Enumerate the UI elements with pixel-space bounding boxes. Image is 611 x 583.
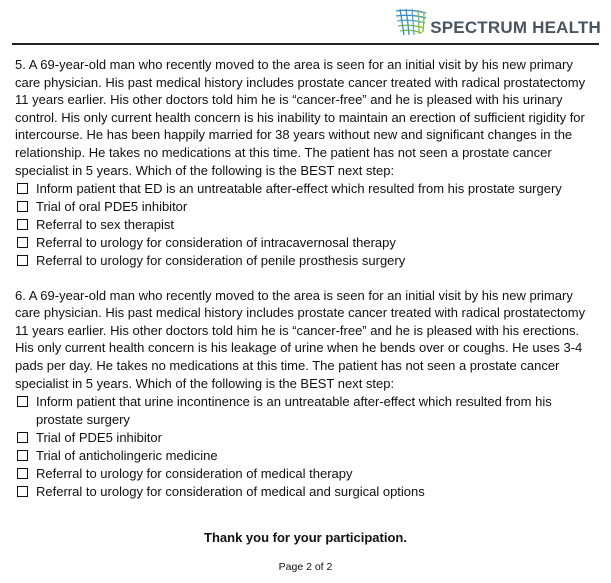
answer-label: Referral to urology for consideration of medical and surgical options [36, 483, 425, 499]
answer-label: Referral to sex therapist [36, 217, 175, 233]
page-header [0, 0, 611, 46]
answer-option[interactable] [15, 393, 589, 428]
checkbox-icon[interactable] [17, 201, 28, 212]
answer-label: Trial of oral PDE5 inhibitor [36, 199, 188, 215]
checkbox-icon[interactable] [17, 396, 28, 407]
answer-option[interactable] [15, 252, 589, 270]
thank-you-message: Thank you for your participation. [204, 530, 407, 545]
answer-option[interactable] [15, 198, 589, 216]
answer-label: Inform patient that urine incontinence is an untreatable after-effect which resulted from his prostate surgery [36, 394, 552, 427]
answer-option[interactable] [15, 447, 589, 465]
answer-label: Referral to urology for consideration of medical therapy [36, 465, 353, 481]
answer-option[interactable] [15, 234, 589, 252]
spectrum-health-logo-icon [394, 7, 428, 37]
question-text: 5. A 69-year-old man who recently moved to the area is seen for an initial visit by his new primary care physician. His past medical history includes prostate cancer treated with radical prostatectomy 11 years earlier. His other doctors told him he is “cancer-free” and he is pleased with his urinary control. His only current health concern is his inability to maintain an erection of sufficient rigidity for intercourse. He has been happily married for 38 years without new and significant changes in the relationship. He takes no medications at this time. The patient has not seen a prostate cancer specialist in 5 years. Which of the following is the BEST next step: [15, 57, 586, 178]
question-5 [15, 56, 589, 270]
answer-option[interactable] [15, 216, 589, 234]
checkbox-icon[interactable] [17, 432, 28, 443]
checkbox-icon[interactable] [17, 183, 28, 194]
checkbox-icon[interactable] [17, 255, 28, 266]
logo [394, 6, 601, 38]
answer-option[interactable] [15, 429, 589, 447]
logo-text: SPECTRUM HEALTH [430, 18, 601, 37]
question-6 [15, 287, 589, 501]
header-divider [12, 43, 599, 45]
page-number: Page 2 of 2 [278, 561, 333, 573]
answer-label: Referral to urology for consideration of penile prosthesis surgery [36, 253, 406, 269]
answer-options [15, 393, 589, 500]
checkbox-icon[interactable] [17, 219, 28, 230]
answer-label: Referral to urology for consideration of intracavernosal therapy [36, 235, 396, 251]
answer-option[interactable] [15, 180, 589, 198]
checkbox-icon[interactable] [17, 486, 28, 497]
checkbox-icon[interactable] [17, 237, 28, 248]
answer-label: Trial of anticholingeric medicine [36, 447, 218, 463]
page-content [15, 56, 589, 501]
answer-label: Trial of PDE5 inhibitor [36, 429, 162, 445]
answer-option[interactable] [15, 483, 589, 501]
answer-label: Inform patient that ED is an untreatable after-effect which resulted from his prostate surgery [36, 181, 562, 197]
question-text: 6. A 69-year-old man who recently moved to the area is seen for an initial visit by his new primary care physician. His past medical history includes prostate cancer treated with radical prostatectomy 11 years earlier. His other doctors told him he is “cancer-free” and he is pleased with his erections. His only current health concern is his leakage of urine when he bends over or coughs. He uses 3-4 pads per day. He takes no medications at this time. The patient has not seen a prostate cancer specialist in 5 years. Which of the following is the BEST next step: [15, 287, 586, 391]
answer-option[interactable] [15, 465, 589, 483]
answer-options [15, 180, 589, 270]
checkbox-icon[interactable] [17, 468, 28, 479]
checkbox-icon[interactable] [17, 450, 28, 461]
